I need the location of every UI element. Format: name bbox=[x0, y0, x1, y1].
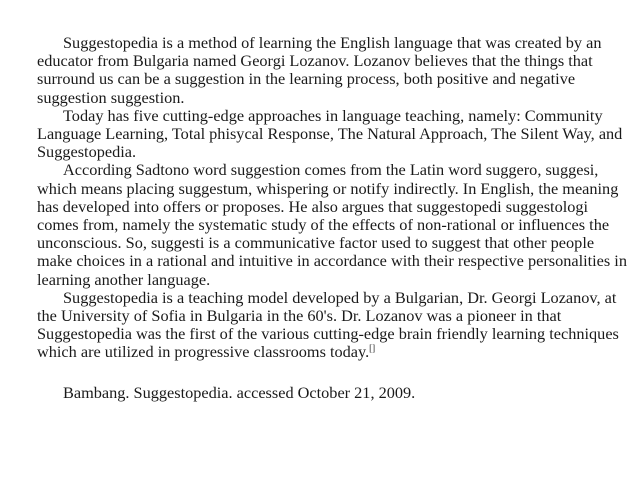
footnote-mark[interactable]: [] bbox=[369, 343, 376, 354]
citation: Bambang. Suggestopedia. accessed October 21, 2009. bbox=[63, 382, 416, 402]
paragraph-history-text: Suggestopedia is a teaching model developed by a Bulgarian, Dr. Georgi Lozanov, at the University of Sofia in Bulgaria in the 60's. Dr. Lozanov was a pioneer in that Suggestopedia was the first of the various cutting-edge brain friendly learning techniques which are utilized in progressive classrooms today. bbox=[37, 287, 619, 362]
paragraph-definition: Suggestopedia is a method of learning the English language that was created by an educator from Bulgaria named Georgi Lozanov. Lozanov believes that the things that surround us can be a suggestion in the learning process, both positive and negative suggestion suggestion. bbox=[37, 33, 602, 107]
paragraph-approaches: Today has five cutting-edge approaches in language teaching, namely: Community Language Learning, Total phisycal Response, The Natural Approach, The Silent Way, and Suggestopedia. bbox=[37, 105, 623, 162]
paragraph-etymology: According Sadtono word suggestion comes from the Latin word suggero, suggesi, which means placing suggestum, whispering or notify indirectly. In English, the meaning has developed into offers or proposes. He also argues that suggestopedi suggestologi comes from, namely the systematic study of the effects of non-rational or influences the unconscious. So, suggesti is a communicative factor used to suggest that other people make choices in a rational and intuitive in accordance with their respective personalities in learning another language. bbox=[37, 160, 627, 289]
slide-content bbox=[37, 34, 633, 402]
paragraph-history bbox=[37, 289, 633, 362]
